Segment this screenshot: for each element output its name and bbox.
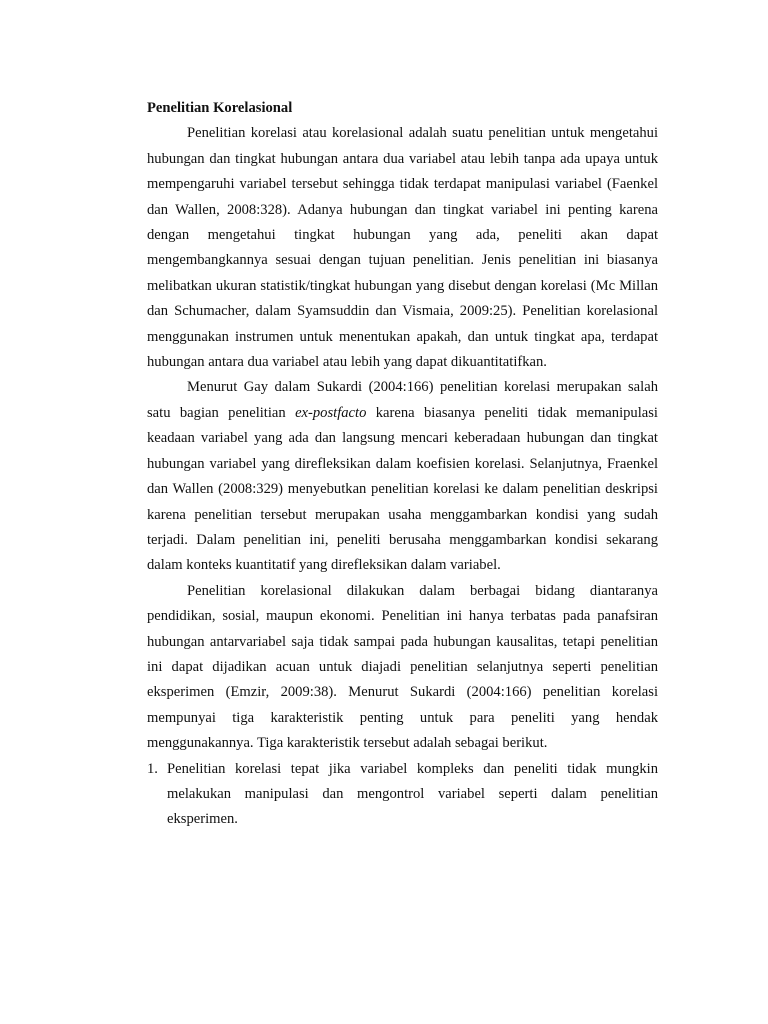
document-page [147,96,658,833]
list-item-number: 1. [147,760,158,777]
list-item-text: Penelitian korelasi tepat jika variabel kompleks dan peneliti tidak mungkin melakukan manipulasi dan mengontrol variabel seperti dalam penelitian eksperimen. [167,760,658,828]
section-title: Penelitian Korelasional [147,100,293,116]
paragraph-2-italic-term: ex-postfacto [295,404,367,421]
paragraph-2-part-b: karena biasanya peneliti tidak memanipulasi keadaan variabel yang ada dan langsung mencari keberadaan hubungan dan tingkat hubungan variabel yang direfleksikan dalam koefisien korelasi. Selanjutnya, Fraenkel dan Wallen (2008:329) menyebutkan penelitian korelasi ke dalam penelitian deskripsi karena penelitian tersebut merupakan usaha menggambarkan kondisi yang sudah terjadi. Dalam penelitian ini, peneliti berusaha menggambarkan kondisi sekarang dalam konteks kuantitatif yang direfleksikan dalam variabel. [147,404,658,574]
paragraph-2 [147,375,658,578]
paragraph-1: Penelitian korelasi atau korelasional adalah suatu penelitian untuk mengetahui hubungan dan tingkat hubungan antara dua variabel atau lebih tanpa ada upaya untuk mempengaruhi variabel tersebut sehingga tidak terdapat manipulasi variabel (Faenkel dan Wallen, 2008:328). Adanya hubungan dan tingkat variabel ini penting karena dengan mengetahui tingkat hubungan yang ada, peneliti akan dapat mengembangkannya sesuai dengan tujuan penelitian. Jenis penelitian ini biasanya melibatkan ukuran statistik/tingkat hubungan yang disebut dengan korelasi (Mc Millan dan Schumacher, dalam Syamsuddin dan Vismaia, 2009:25). Penelitian korelasional menggunakan instrumen untuk menentukan apakah, dan untuk tingkat apa, terdapat hubungan antara dua variabel atau lebih yang dapat dikuantitatifkan. [147,125,658,371]
characteristics-list [147,757,658,833]
list-item [147,757,658,833]
paragraph-2-part-a: Menurut Gay dalam Sukardi (2004:166) penelitian korelasi merupakan salah satu bagian penelitian [147,379,658,421]
paragraph-3: Penelitian korelasional dilakukan dalam berbagai bidang diantaranya pendidikan, sosial, maupun ekonomi. Penelitian ini hanya terbatas pada panafsiran hubungan antarvariabel saja tidak sampai pada hubungan kausalitas, tetapi penelitian ini dapat dijadikan acuan untuk diajadi penelitian selanjutnya seperti penelitian eksperimen (Emzir, 2009:38). Menurut Sukardi (2004:166) penelitian korelasi mempunyai tiga karakteristik penting untuk para peneliti yang hendak menggunakannya. Tiga karakteristik tersebut adalah sebagai berikut. [147,582,658,752]
